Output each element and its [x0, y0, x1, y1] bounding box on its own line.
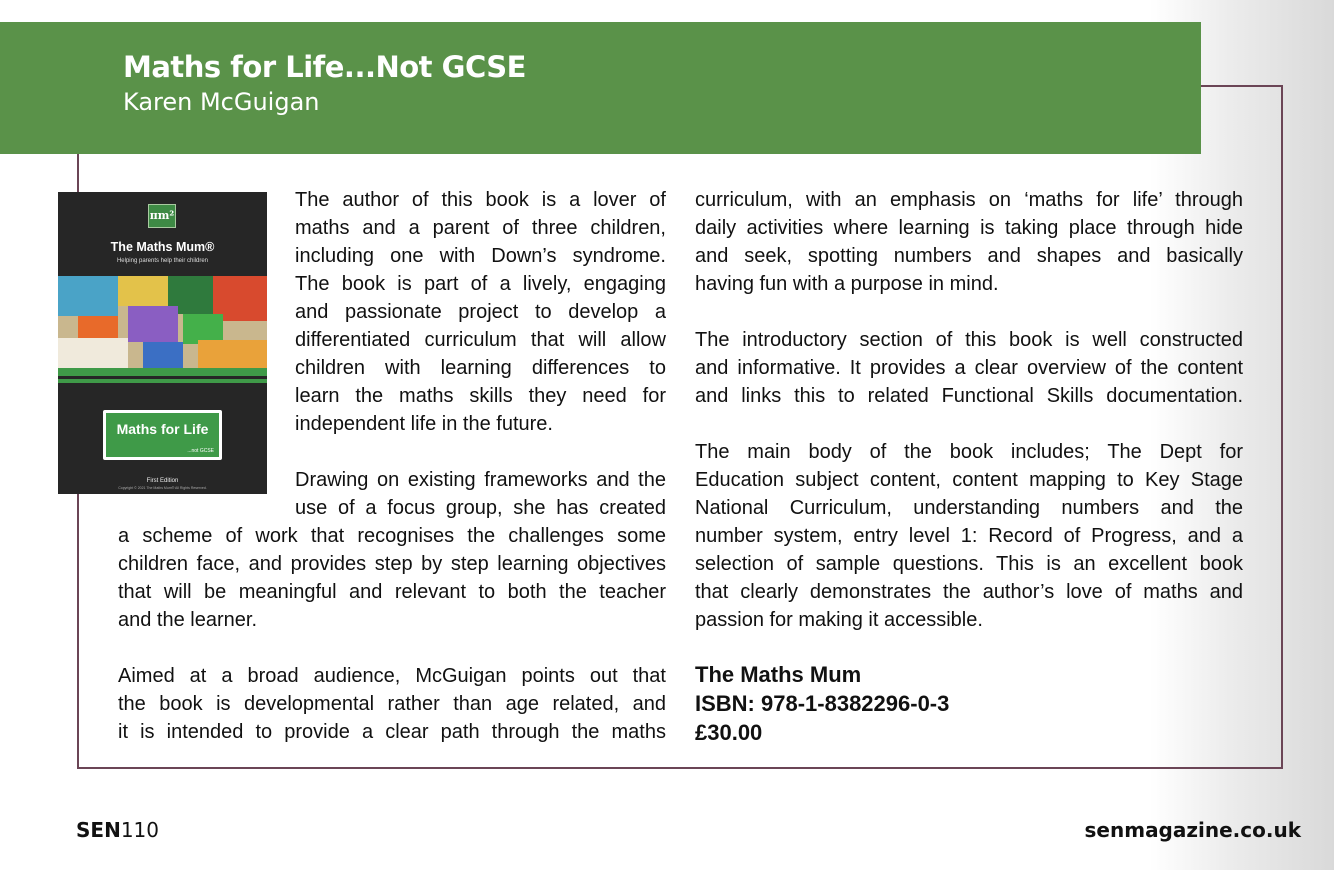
- text-line: it is intended to provide a clear path through the maths: [118, 721, 666, 743]
- text-line: The introductory section of this book is well constructed: [695, 329, 1243, 351]
- paragraph-5-last-line: and links this to related Functional Skills documentation.: [695, 385, 1243, 407]
- book-publisher: The Maths Mum: [695, 662, 862, 687]
- text-line: The main body of the book includes; The Dept for: [695, 441, 1243, 463]
- paragraph-3: [118, 662, 666, 746]
- text-line: use of a focus group, she has created: [295, 497, 666, 519]
- cover-maths-for-life-badge: [103, 410, 222, 460]
- cover-brand: The Maths Mum®: [110, 240, 215, 254]
- paragraph-6-last-line: passion for making it accessible.: [695, 609, 983, 631]
- paragraph-6: [695, 438, 1243, 606]
- cover-logo: πm²: [148, 204, 176, 228]
- cover-stripe-thin: [58, 379, 267, 383]
- text-line: including one with Down’s syndrome.: [295, 245, 666, 267]
- paragraph-1: [295, 186, 666, 410]
- text-line: that clearly demonstrates the author’s love of maths and: [695, 581, 1243, 603]
- cover-badge-subtitle: ...not GCSE: [187, 448, 214, 454]
- text-line: the book is developmental rather than age related, and: [118, 693, 666, 715]
- text-line: a scheme of work that recognises the challenges some: [118, 525, 666, 547]
- text-line: The author of this book is a lover of: [295, 189, 666, 211]
- paragraph-2-cont: [118, 522, 666, 606]
- text-line: Drawing on existing frameworks and the: [295, 469, 666, 491]
- text-line: children face, and provides step by step learning objectives: [118, 553, 666, 575]
- paragraph-1-last-line: independent life in the future.: [295, 413, 553, 435]
- text-line: and informative. It provides a clear overview of the content: [695, 357, 1243, 379]
- cover-edition: First Edition: [146, 478, 179, 484]
- text-line: learn the maths skills they need for: [295, 385, 666, 407]
- text-line: National Curriculum, understanding numbers and the: [695, 497, 1243, 519]
- text-line: Education subject content, content mapping to Key Stage: [695, 469, 1243, 491]
- text-line: maths and a parent of three children,: [295, 217, 666, 239]
- page-footer-issue: [76, 818, 159, 842]
- paragraph-4-last-line: having fun with a purpose in mind.: [695, 273, 999, 295]
- text-line: The book is part of a lively, engaging: [295, 273, 666, 295]
- book-isbn: ISBN: 978-1-8382296-0-3: [695, 691, 950, 716]
- text-line: selection of sample questions. This is an excellent book: [695, 553, 1243, 575]
- article-title: Maths for Life...Not GCSE: [123, 50, 526, 84]
- text-line: and seek, spotting numbers and shapes and basically: [695, 245, 1243, 267]
- cover-stripe: [58, 368, 267, 376]
- magazine-website: senmagazine.co.uk: [1084, 818, 1301, 842]
- page-number: 110: [120, 818, 159, 842]
- book-price: £30.00: [695, 720, 763, 745]
- text-line: Aimed at a broad audience, McGuigan points out that: [118, 665, 666, 687]
- cover-tagline: Helping parents help their children: [116, 258, 209, 264]
- text-line: and passionate project to develop a: [295, 301, 666, 323]
- article-author: Karen McGuigan: [123, 88, 320, 116]
- cover-copyright: Copyright © 2021 The Maths Mum® All Rights Reserved.: [118, 486, 207, 490]
- text-line: children with learning differences to: [295, 357, 666, 379]
- paragraph-4: [695, 186, 1243, 270]
- text-line: curriculum, with an emphasis on ‘maths for life’ through: [695, 189, 1243, 211]
- paragraph-2-last-line: and the learner.: [118, 609, 257, 631]
- cover-badge-title: Maths for Life: [116, 421, 209, 437]
- paragraph-5: [695, 326, 1243, 382]
- magazine-name: SEN: [76, 818, 121, 842]
- book-cover-image: [58, 192, 267, 494]
- paragraph-2-start: [295, 466, 666, 522]
- text-line: differentiated curriculum that will allow: [295, 329, 666, 351]
- text-line: number system, entry level 1: Record of Progress, and a: [695, 525, 1243, 547]
- cover-photo-maths-toys: [58, 276, 267, 368]
- text-line: daily activities where learning is taking place through hide: [695, 217, 1243, 239]
- text-line: that will be meaningful and relevant to both the teacher: [118, 581, 666, 603]
